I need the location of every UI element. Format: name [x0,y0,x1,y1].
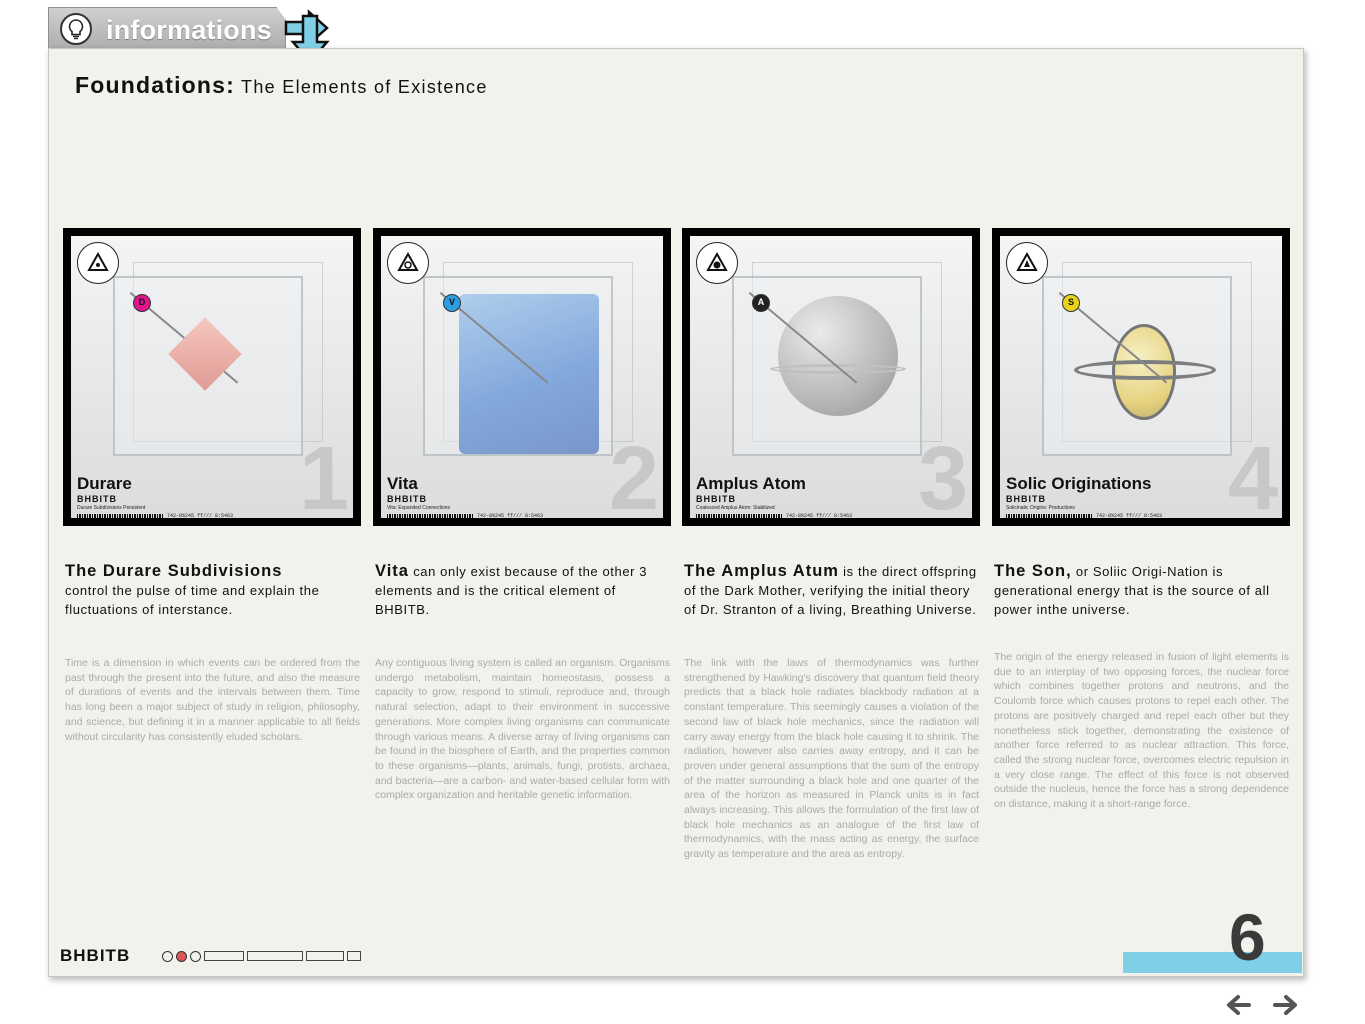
card-durare [63,228,361,526]
lead-text: can only exist because of the other 3 elements and is the critical element of BHBITB. [375,564,648,617]
column-body-amplus-atum: The link with the laws of thermodynamics was further strengthened by Hawking's discovery that quantum field theory predicts that a black hole radiates blackbody radiation at a constant temperature. This seemingly causes a violation of the second law of black hole mechanics, since the radiation will carry away energy from the black hole causing it to shrink. The radiation, however also carries away entropy, and it can be proven under general assumptions that the sum of the entropy of the matter surrounding a black hole and one quarter of the area of the horizon as measured in Planck units is in fact always increasing. This allows the formulation of the first law of black hole mechanics as an analogue of the first law of thermodynamics, with the mass acting as energy, the surface gravity as temperature and the area as entropy. [684,657,979,861]
lead-text: control the pulse of time and explain the fluctuations of interstance. [65,583,320,617]
card-vita [373,228,671,526]
card-code: 742-8%245 ff/// 8:5463 [786,513,853,518]
lead-heading: The Durare Subdivisions [65,562,283,580]
barcode [1006,514,1092,518]
page-number: 6 [1229,900,1266,974]
card-number: 3 [917,429,968,518]
eye-triangle-icon [387,242,429,284]
column-body-vita: Any contiguous living system is called an organism. Organisms undergo metabolism, maintain homeostasis, possess a capacity to grow, respond to stimuli, reproduce and, through natural selection, adapt to their environment in successive generations. More complex living organisms can communicate through various means. A diverse array of living organisms can be found in the biosphere of Earth, and the properties common to these organisms—plants, animals, fungi, protists, archaea, and bacteria—are a carbon- and water-based cellular form with complex organization and heritable genetic information. [375,657,670,802]
footer-brand: BHBITB [60,946,131,965]
card-brand: BHBITB [77,494,117,504]
card-solic-originations [992,228,1290,526]
card-brand: BHBITB [387,494,427,504]
card-number: 2 [608,429,659,518]
card-code: 742-8%245 ff/// 8:5463 [1096,513,1163,518]
card-subtitle: Coalesced Amplus Atom: Stabilized [696,505,775,511]
page-title-subtitle: The Elements of Existence [241,77,488,97]
element-dot: D [133,294,151,312]
column-body-the-son: The origin of the energy released in fusion of light elements is due to an interplay of two opposing forces, the nuclear force which combines together protons and neutrons, and the Coulomb force which causes protons to repel each other. The protons are positively charged and repel each other but they nonetheless stick together, demonstrating the existence of another force referred to as nuclear attraction. This force, called the strong nuclear force, overcomes electric repulsion in a very close range. The effect of this force is not observed outside the nucleus, hence the force has a strong dependence on distance, making it a short-range force. [994,651,1289,811]
card-label: Durare [77,474,132,493]
card-code: 742-8%245 ff/// 8:5463 [477,513,544,518]
page-title-strong: Foundations: [75,72,236,98]
card-label: Amplus Atom [696,474,806,493]
card-number: 4 [1227,429,1278,518]
page-title [75,72,488,99]
lead-heading: Vita [375,562,409,580]
column-lead-the-son [994,562,1289,619]
flag-icon [176,951,187,962]
lead-heading: The Amplus Atum [684,562,839,580]
card-label: Solic Originations [1006,474,1152,493]
lead-text: or Soliic Origi-Nation is generational energy that is the source of all power inthe universe. [994,564,1270,617]
triangle-drop-icon [1006,242,1048,284]
spec-box-icon [204,951,244,961]
doc-icon [347,951,361,961]
card-image [690,236,972,518]
card-brand: BHBITB [696,494,736,504]
arrow-right-icon[interactable] [1271,992,1301,1018]
arrow-left-icon[interactable] [1223,992,1253,1018]
element-dot: S [1062,294,1080,312]
card-amplus-atom [682,228,980,526]
filled-triangle-icon [696,242,738,284]
column-lead-amplus-atum [684,562,979,619]
element-dot: V [443,294,461,312]
clock-icon [190,951,201,962]
footer-symbols [162,949,361,963]
lead-heading: The Son, [994,562,1072,580]
card-image [71,236,353,518]
card-number: 1 [298,429,349,518]
element-dot: A [752,294,770,312]
warning-strip-icon [247,951,303,961]
card-subtitle: Solicinatic Origins: Productions [1006,505,1075,511]
card-subtitle: Vita: Expanded Connections [387,505,451,511]
lightbulb-icon [60,13,92,45]
info-box-icon [306,951,344,961]
column-lead-durare [65,562,360,619]
barcode [696,514,782,518]
card-image [1000,236,1282,518]
lead-text: is the direct offspring of the Dark Mother, verifying the initial theory of Dr. Stranton of a living, Breathing Universe. [684,564,977,617]
column-body-durare: Time is a dimension in which events can be ordered from the past through the present into the future, and also the measure of durations of events and the intervals between them. Time has long been a major subject of study in religion, philosophy, and science, but defining it in a manner applicable to all fields without circularity has consistently eluded scholars. [65,657,360,743]
barcode [77,514,163,518]
triangle-symbol-icon [77,242,119,284]
card-image [381,236,663,518]
tab-title: informations [106,15,272,45]
column-lead-vita [375,562,670,619]
card-subtitle: Durare Subdivisions Persistent [77,505,146,511]
page-accent-bar [1123,952,1302,973]
card-code: 742-8%245 ff/// 8:5463 [167,513,234,518]
card-brand: BHBITB [1006,494,1046,504]
barcode [387,514,473,518]
globe-icon [162,951,173,962]
card-label: Vita [387,474,418,493]
